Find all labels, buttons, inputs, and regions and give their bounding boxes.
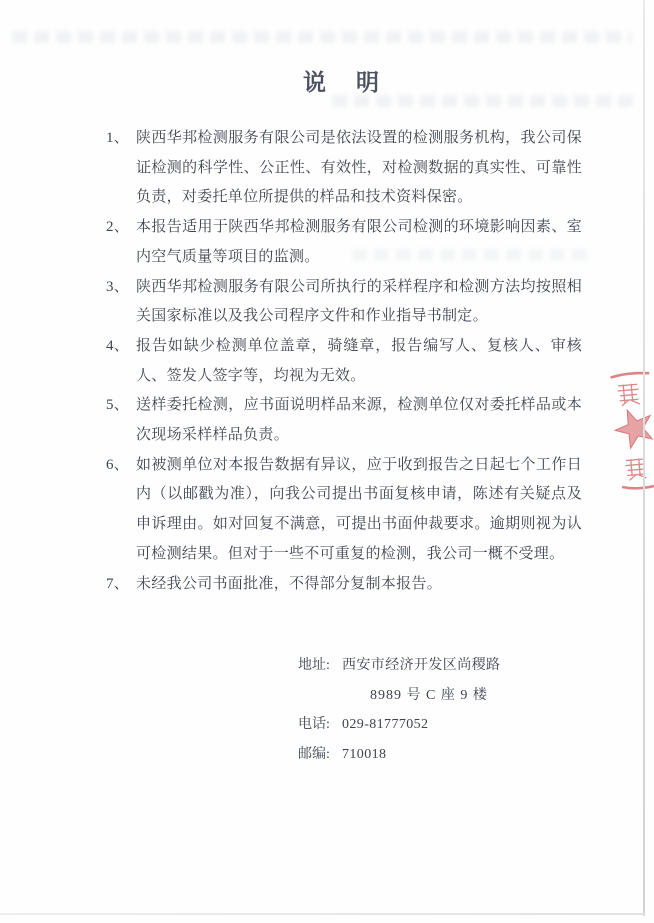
item-text: 陕西华邦检测服务有限公司是依法设置的检测服务机构，我公司保证检测的科学性、公正性、有效性，对检测数据的真实性、可靠性负责，对委托单位所提供的样品和技术资料保密。 bbox=[136, 130, 582, 206]
item-number: 2、 bbox=[106, 219, 130, 236]
item-number: 3、 bbox=[106, 278, 130, 295]
address-value: 西安市经济开发区尚稷路 bbox=[342, 658, 501, 673]
item-text: 送样委托检测，应书面说明样品来源，检测单位仅对委托样品或本次现场采样样品负责。 bbox=[136, 397, 582, 444]
address-row bbox=[298, 651, 500, 681]
list-item bbox=[106, 273, 582, 332]
item-text: 如被测单位对本报告数据有异议，应于收到报告之日起七个工作日内（以邮戳为准），向我公司提出书面复核申请，陈述有关疑点及申诉理由。如对回复不满意，可提出书面仲裁要求。逾期则视为认可检测结果。但对于一些不可重复的检测，我公司一概不受理。 bbox=[136, 456, 582, 562]
address-label-spacer bbox=[298, 681, 342, 711]
list-item bbox=[106, 391, 582, 450]
postcode-row bbox=[298, 740, 500, 770]
star-icon bbox=[613, 408, 652, 449]
phone-value: 029-81777052 bbox=[342, 717, 429, 732]
page-title: 说明 bbox=[303, 70, 409, 95]
seal-upper-glyph bbox=[617, 383, 640, 406]
list-item bbox=[106, 451, 582, 570]
item-text: 未经我公司书面批准，不得部分复制本报告。 bbox=[136, 575, 443, 592]
item-number: 1、 bbox=[106, 130, 130, 146]
item-number: 6、 bbox=[106, 456, 130, 473]
red-seal-stamp bbox=[602, 360, 654, 496]
address-row-2 bbox=[298, 681, 500, 711]
item-number: 7、 bbox=[106, 575, 130, 592]
postcode-label: 邮编: bbox=[298, 746, 330, 762]
clause-list bbox=[106, 124, 582, 599]
item-text: 报告如缺少检测单位盖章，骑缝章，报告编写人、复核人、审核人、签发人签字等，均视为无效。 bbox=[136, 337, 582, 384]
page-edge-bottom bbox=[0, 913, 645, 915]
phone-label: 电话: bbox=[298, 717, 330, 732]
list-item bbox=[106, 213, 582, 272]
item-number: 5、 bbox=[106, 397, 130, 414]
phone-row bbox=[298, 710, 500, 740]
bleedthrough-ghost bbox=[12, 31, 632, 43]
contact-block bbox=[298, 651, 500, 769]
list-item bbox=[106, 124, 582, 213]
bleedthrough-ghost bbox=[332, 95, 634, 107]
item-text: 陕西华邦检测服务有限公司所执行的采样程序和检测方法均按照相关国家标准以及我公司程序文件和作业指导书制定。 bbox=[136, 278, 582, 325]
address-value-line2: 8989 号 C 座 9 楼 bbox=[370, 687, 488, 703]
page-edge-right bbox=[643, 0, 645, 916]
item-number: 4、 bbox=[106, 337, 130, 354]
list-item bbox=[106, 570, 582, 600]
item-text: 本报告适用于陕西华邦检测服务有限公司检测的环境影响因素、室内空气质量等项目的监测。 bbox=[136, 219, 582, 265]
seal-bottom-arc bbox=[622, 484, 654, 490]
postcode-value: 710018 bbox=[342, 746, 387, 762]
list-item bbox=[106, 332, 582, 391]
address-label: 地址: bbox=[298, 658, 330, 673]
